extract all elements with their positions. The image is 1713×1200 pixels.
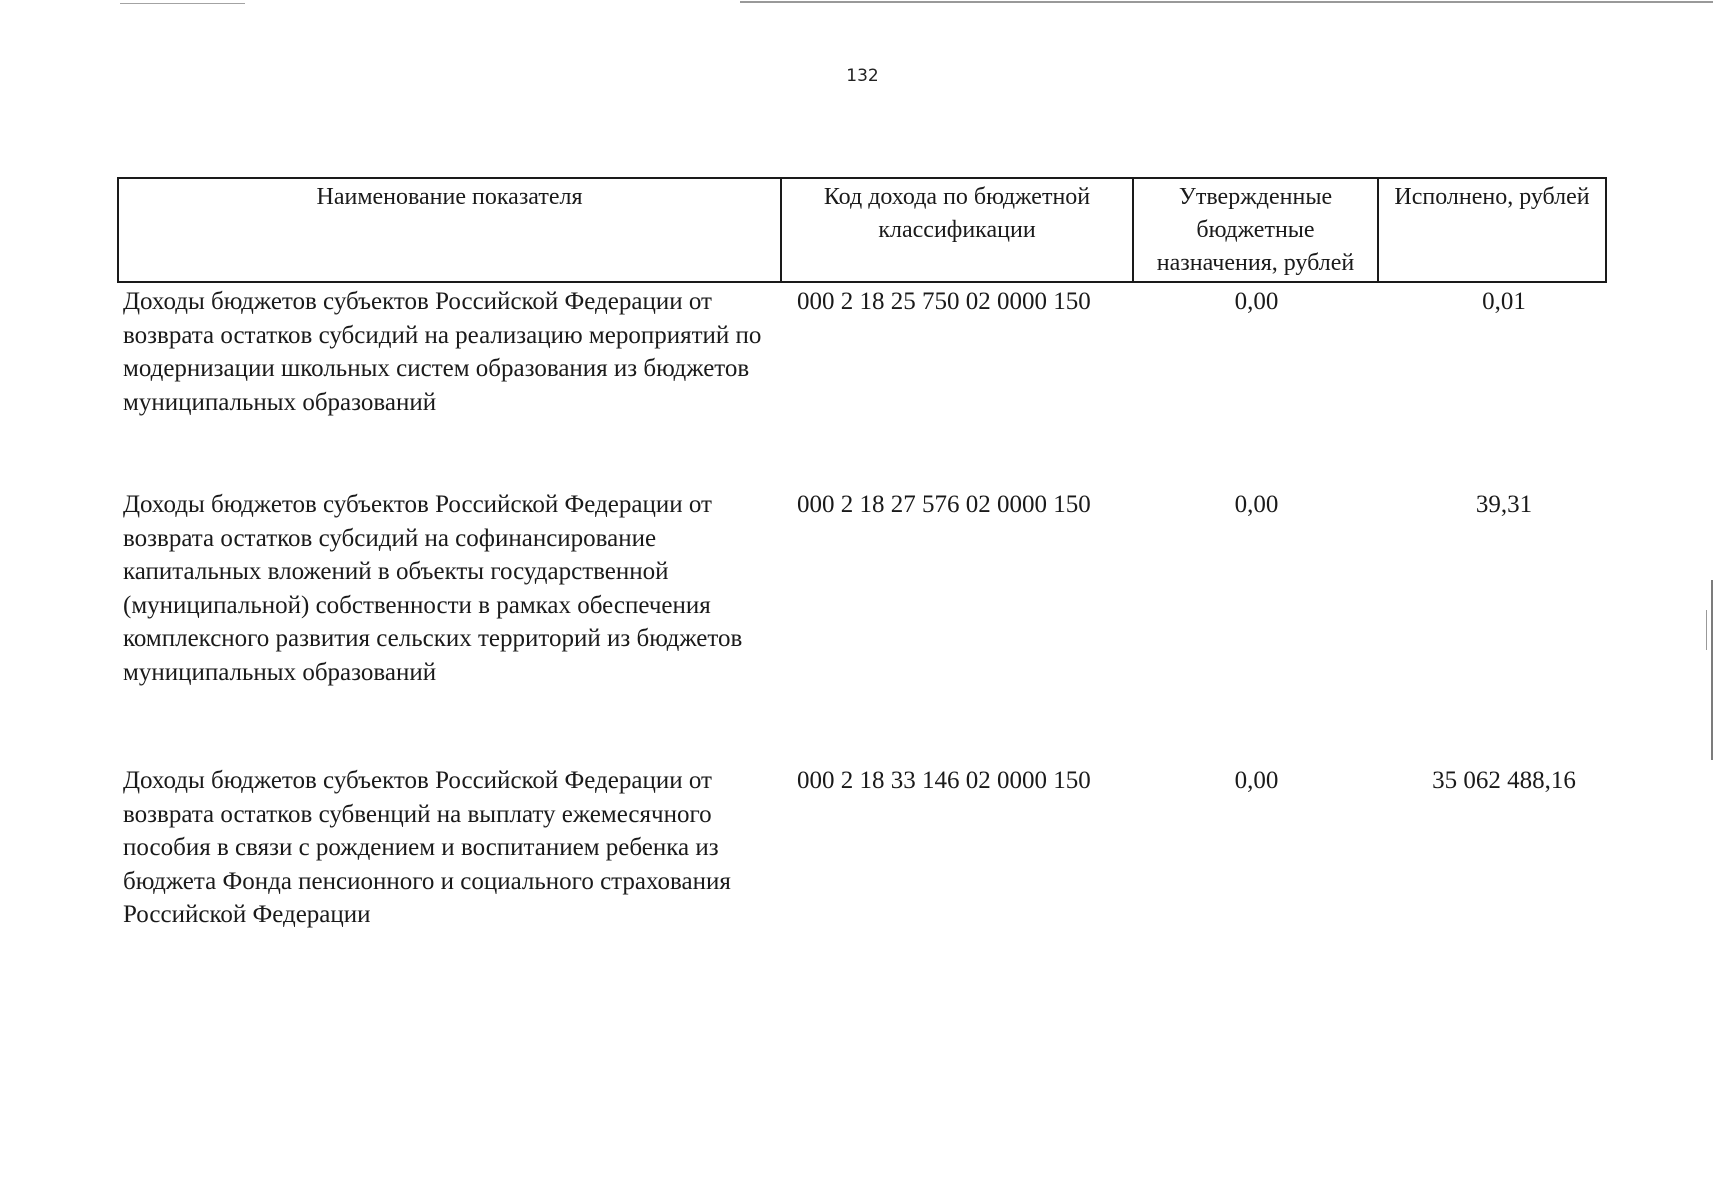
table-row: [118, 762, 1606, 944]
cell-approved-amount: 0,00: [1234, 288, 1279, 315]
scan-artifact-top-line: [740, 1, 1713, 3]
table-row: [118, 486, 1606, 762]
header-indicator-name: Наименование показателя: [118, 178, 781, 282]
table-header-row: [118, 178, 1606, 282]
page-number: 132: [846, 66, 879, 86]
cell-executed-amount: 35 062 488,16: [1432, 767, 1576, 794]
cell-indicator-name: Доходы бюджетов субъектов Российской Федерации от возврата остатков субсидий на софинансирование капитальных вложений в объекты государственной (муниципальной) собственности в рамках обеспечения комплексного развития сельских территорий из бюджетов муниципальных образований: [123, 491, 743, 686]
header-executed-amount: Исполнено, рублей: [1378, 178, 1606, 282]
table-header: [118, 178, 1606, 282]
table-body: [118, 282, 1606, 944]
cell-indicator-name: Доходы бюджетов субъектов Российской Федерации от возврата остатков субсидий на реализацию мероприятий по модернизации школьных систем образования из бюджетов муниципальных образований: [123, 288, 762, 416]
cell-approved-amount: 0,00: [1234, 491, 1279, 518]
cell-income-code: 000 2 18 33 146 02 0000 150: [797, 767, 1091, 794]
cell-income-code: 000 2 18 25 750 02 0000 150: [797, 288, 1091, 315]
scan-artifact-right-edge-mark: [1706, 610, 1707, 650]
cell-approved-amount: 0,00: [1234, 767, 1279, 794]
scan-artifact-top-left-line: [120, 3, 245, 4]
cell-income-code: 000 2 18 27 576 02 0000 150: [797, 491, 1091, 518]
header-approved-amount: Утвержденные бюджетные назначения, рублей: [1133, 178, 1378, 282]
cell-executed-amount: 0,01: [1482, 288, 1526, 315]
table-row: [118, 282, 1606, 486]
budget-income-table: [117, 177, 1607, 944]
cell-executed-amount: 39,31: [1475, 491, 1533, 518]
cell-indicator-name: Доходы бюджетов субъектов Российской Федерации от возврата остатков субвенций на выплату ежемесячного пособия в связи с рождением и воспитанием ребенка из бюджета Фонда пенсионного и социального страхования Российской Федерации: [123, 767, 731, 928]
header-income-code: Код дохода по бюджетной классификации: [781, 178, 1133, 282]
